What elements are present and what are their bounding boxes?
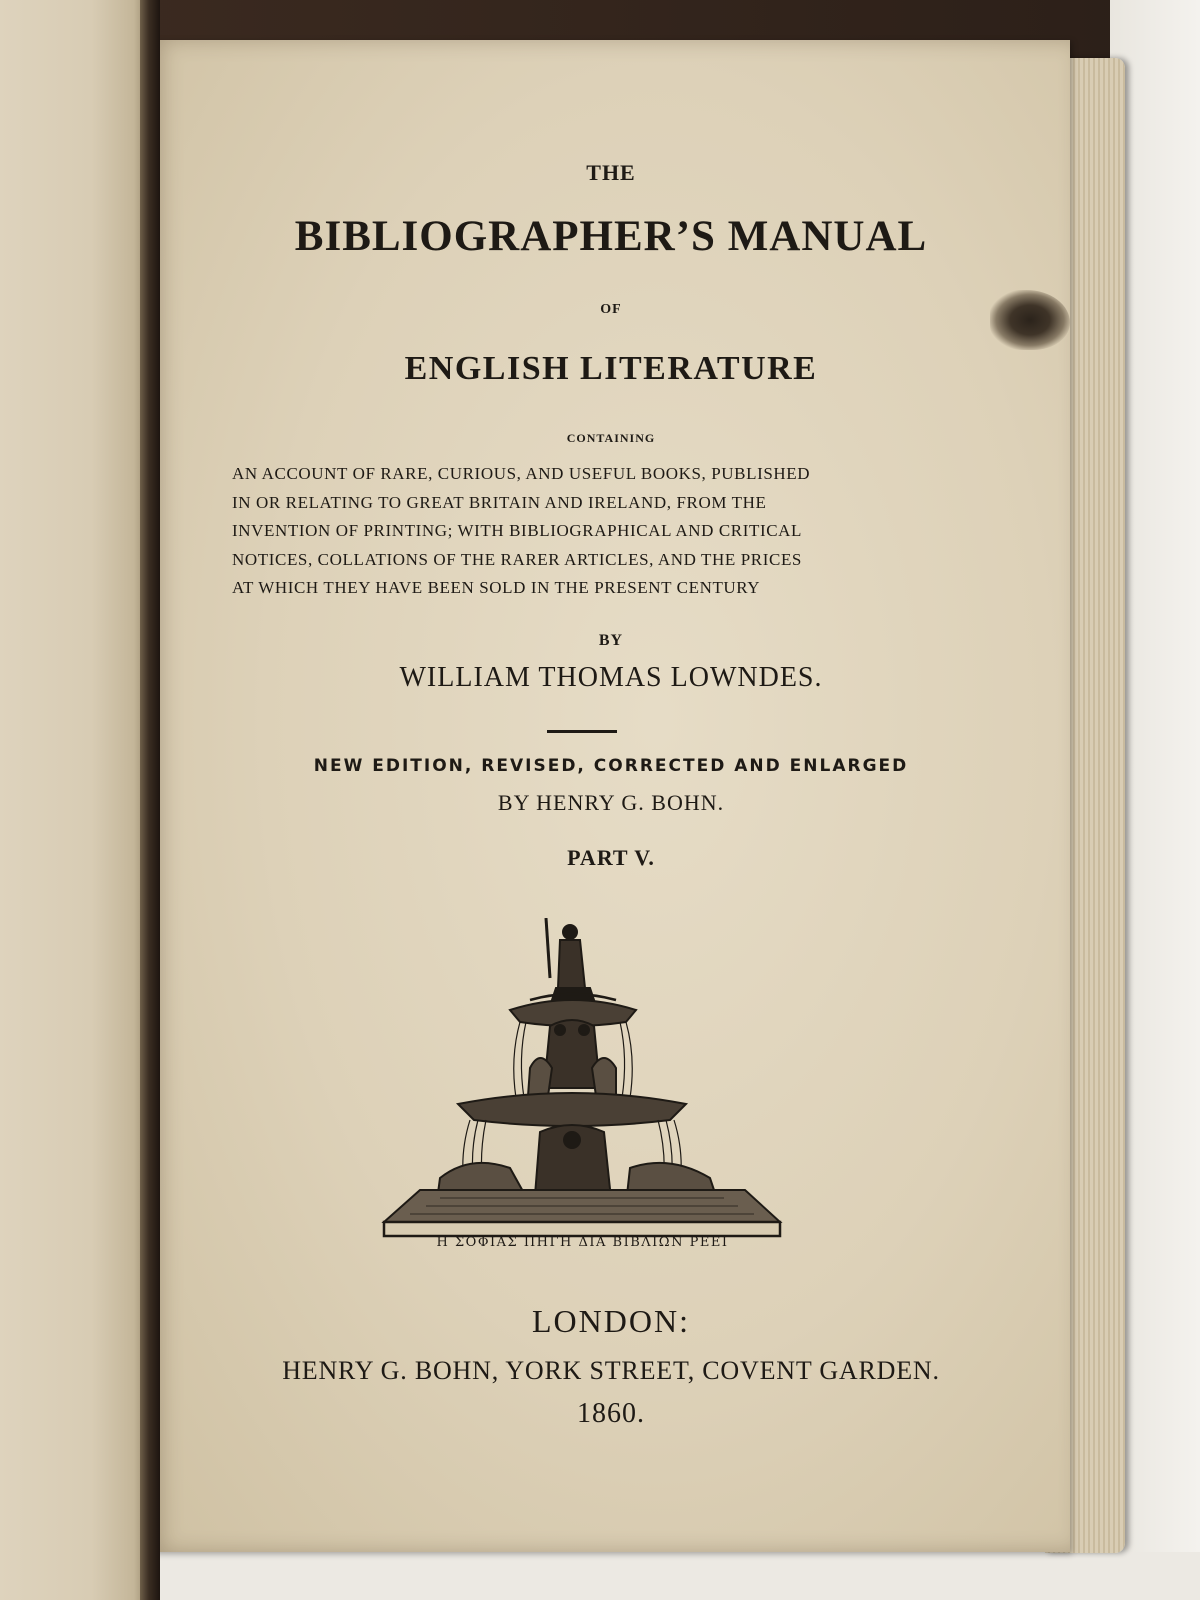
emblem-motto: Η ΣΟΦΙΑΣ ΠΗΓΗ ΔΙΑ ΒΙΒΛΙΩΝ ΡΕΕΙ	[436, 1235, 729, 1250]
description-line: NOTICES, COLLATIONS OF THE RARER ARTICLES, AND THE PRICES	[232, 549, 802, 569]
author-name: WILLIAM THOMAS LOWNDES.	[399, 662, 823, 693]
title-of: OF	[600, 302, 622, 317]
imprint-publisher: HENRY G. BOHN, YORK STREET, COVENT GARDEN.	[282, 1356, 940, 1385]
subject-title: ENGLISH LITERATURE	[404, 350, 818, 387]
background-surface-bottom	[152, 1552, 1200, 1600]
divider-rule	[547, 730, 617, 733]
edition-statement: NEW EDITION, REVISED, CORRECTED AND ENLARGED	[313, 756, 909, 776]
title-the: THE	[586, 160, 636, 185]
fountain-emblem-icon	[380, 918, 785, 1258]
description-line: AT WHICH THEY HAVE BEEN SOLD IN THE PRESENT CENTURY	[232, 578, 761, 597]
description-line: IN OR RELATING TO GREAT BRITAIN AND IRELAND, FROM THE	[232, 492, 767, 512]
containing-label: CONTAINING	[566, 431, 656, 445]
part-number: PART V.	[567, 845, 655, 870]
left-facing-page	[0, 0, 152, 1600]
by-label: BY	[598, 632, 624, 649]
imprint-city: LONDON:	[532, 1303, 690, 1339]
description-line: INVENTION OF PRINTING; WITH BIBLIOGRAPHICAL AND CRITICAL	[232, 521, 803, 540]
editor-name: BY HENRY G. BOHN.	[497, 790, 725, 815]
main-title: BIBLIOGRAPHER’S MANUAL	[294, 213, 928, 260]
imprint-year: 1860.	[577, 1398, 645, 1429]
description-block	[232, 460, 932, 603]
description-line: AN ACCOUNT OF RARE, CURIOUS, AND USEFUL BOOKS, PUBLISHED	[232, 464, 811, 483]
